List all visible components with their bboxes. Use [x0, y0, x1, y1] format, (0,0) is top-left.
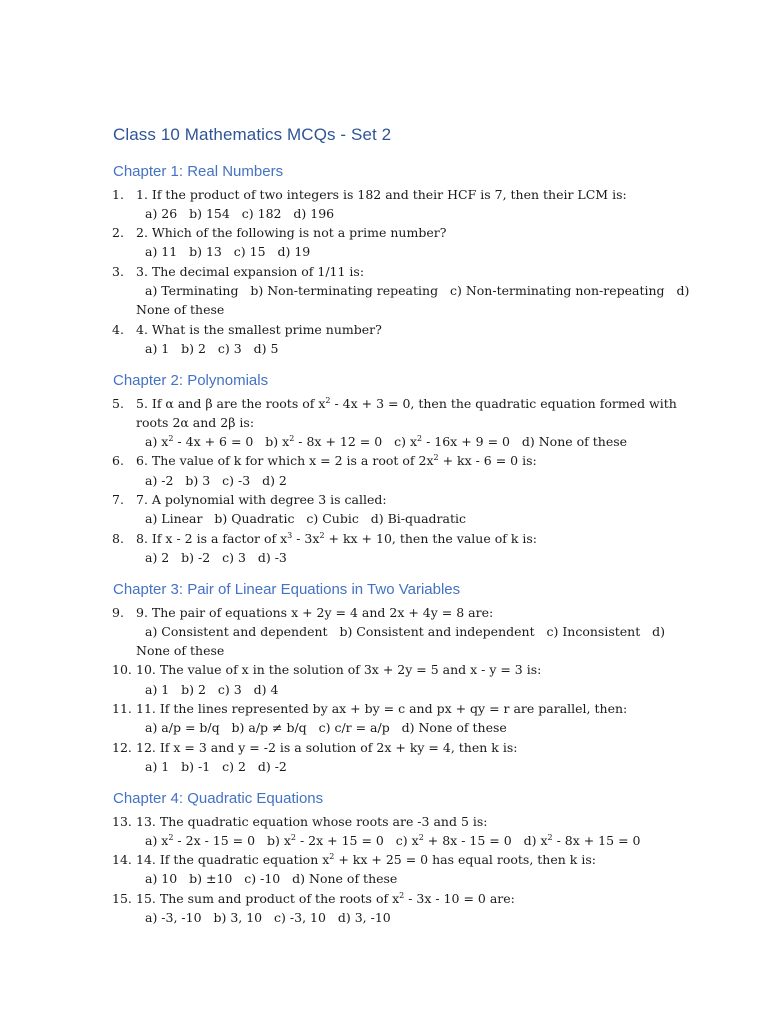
superscript: 2: [168, 832, 174, 842]
question-text: 2. Which of the following is not a prime number?: [136, 225, 447, 241]
superscript: 2: [417, 434, 423, 444]
question-number: 7.: [112, 492, 124, 507]
question-text: 14. If the quadratic equation $x^2$ + kx + 25 = 0 has equal roots, then k is:: [136, 852, 596, 868]
answer-options: a) -3, -10 b) 3, 10 c) -3, 10 d) 3, -10: [145, 910, 391, 925]
question-text: 15. The sum and product of the roots of $x^2 - 3x - 10 = 0$ are:: [136, 890, 515, 906]
superscript: 2: [168, 434, 174, 444]
question-text: 8. If x - 2 is a factor of $x^3 - 3x^2$ + kx + 10, then the value of k is:: [136, 530, 538, 546]
chapter-heading: Chapter 4: Quadratic Equations: [113, 790, 324, 807]
superscript: 2: [289, 434, 295, 444]
question-number: 13.: [112, 813, 132, 829]
superscript: 2: [418, 832, 424, 842]
question-number: 5.: [112, 395, 124, 411]
question-number: 10.: [112, 662, 132, 678]
answer-options: a) Consistent and dependent b) Consistent and independent c) Inconsistent d): [145, 623, 666, 639]
answer-options: a) $x^2 - 4x + 6 = 0$ b) $x^2 - 8x + 12 = 0$ c) $x^2 - 16x + 9 = 0$ d) None of these: [145, 434, 628, 450]
question-text: 5. If α and β are the roots of $x^2 - 4x + 3 = 0$, then the quadratic equation formed with: [136, 395, 677, 411]
answer-options: a) -2 b) 3 c) -3 d) 2: [145, 472, 287, 488]
question-text: 11. If the lines represented by ax + by = c and px + qy = r are parallel, then:: [136, 701, 628, 716]
chapter-heading: Chapter 1: Real Numbers: [113, 163, 284, 180]
question-number: 6.: [112, 453, 124, 469]
answer-options: a) 2 b) -2 c) 3 d) -3: [145, 549, 287, 565]
question-number: 9.: [112, 604, 124, 620]
question-text: 10. The value of x in the solution of 3x + 2y = 5 and x - y = 3 is:: [136, 662, 542, 678]
answer-options: a) 11 b) 13 c) 15 d) 19: [145, 244, 311, 260]
question-text: roots 2α and 2β is:: [136, 414, 255, 430]
question-text: 9. The pair of equations x + 2y = 4 and 2x + 4y = 8 are:: [136, 604, 494, 620]
answer-options: a) 10 b) ±10 c) -10 d) None of these: [145, 871, 398, 887]
question-number: 1.: [112, 186, 124, 202]
question-text: 4. What is the smallest prime number?: [136, 321, 382, 337]
question-number: 2.: [112, 225, 124, 241]
superscript: 2: [325, 395, 331, 405]
answer-options-continued: None of these: [136, 643, 225, 659]
document-title: Class 10 Mathematics MCQs - Set 2: [113, 125, 392, 144]
question-text: 13. The quadratic equation whose roots are -3 and 5 is:: [136, 813, 488, 829]
superscript: 3: [287, 530, 293, 540]
question-text: 7. A polynomial with degree 3 is called:: [136, 492, 387, 507]
answer-options: a) 1 b) 2 c) 3 d) 5: [145, 340, 279, 356]
answer-options: a) 26 b) 154 c) 182 d) 196: [145, 205, 335, 221]
answer-options: a) Terminating b) Non-terminating repeating c) Non-terminating non-repeating d): [145, 283, 690, 298]
chapter-heading: Chapter 2: Polynomials: [113, 372, 269, 389]
superscript: 2: [547, 832, 553, 842]
superscript: 2: [319, 530, 325, 540]
question-text: 3. The decimal expansion of 1/11 is:: [136, 263, 365, 279]
answer-options: a) 1 b) -1 c) 2 d) -2: [145, 758, 287, 774]
chapter-heading: Chapter 3: Pair of Linear Equations in Two Variables: [113, 581, 461, 598]
question-text: 1. If the product of two integers is 182 and their HCF is 7, then their LCM is:: [136, 186, 627, 202]
superscript: 2: [433, 453, 439, 463]
question-number: 12.: [112, 739, 132, 755]
superscript: 2: [329, 852, 335, 862]
superscript: 2: [399, 890, 405, 900]
answer-options-continued: None of these: [136, 302, 225, 318]
answer-options: a) Linear b) Quadratic c) Cubic d) Bi-quadratic: [145, 511, 466, 527]
question-number: 4.: [112, 321, 124, 337]
question-number: 3.: [112, 263, 124, 279]
answer-options: a) 1 b) 2 c) 3 d) 4: [145, 681, 279, 697]
question-number: 15.: [112, 890, 132, 906]
superscript: 2: [290, 832, 296, 842]
question-number: 11.: [112, 701, 132, 716]
question-text: 12. If x = 3 and y = -2 is a solution of 2x + ky = 4, then k is:: [136, 739, 518, 755]
question-number: 14.: [112, 852, 132, 868]
question-number: 8.: [112, 530, 124, 546]
answer-options: a) a/p = b/q b) a/p ≠ b/q c) c/r = a/p d) None of these: [145, 720, 507, 736]
question-text: 6. The value of k for which x = 2 is a root of $2x^2$ + kx - 6 = 0 is:: [136, 453, 537, 469]
answer-options: a) $x^2 - 2x - 15 = 0$ b) $x^2 - 2x + 15 = 0$ c) $x^2 + 8x - 15 = 0$ d) $x^2 - 8x + 15 = 0$: [145, 832, 641, 848]
